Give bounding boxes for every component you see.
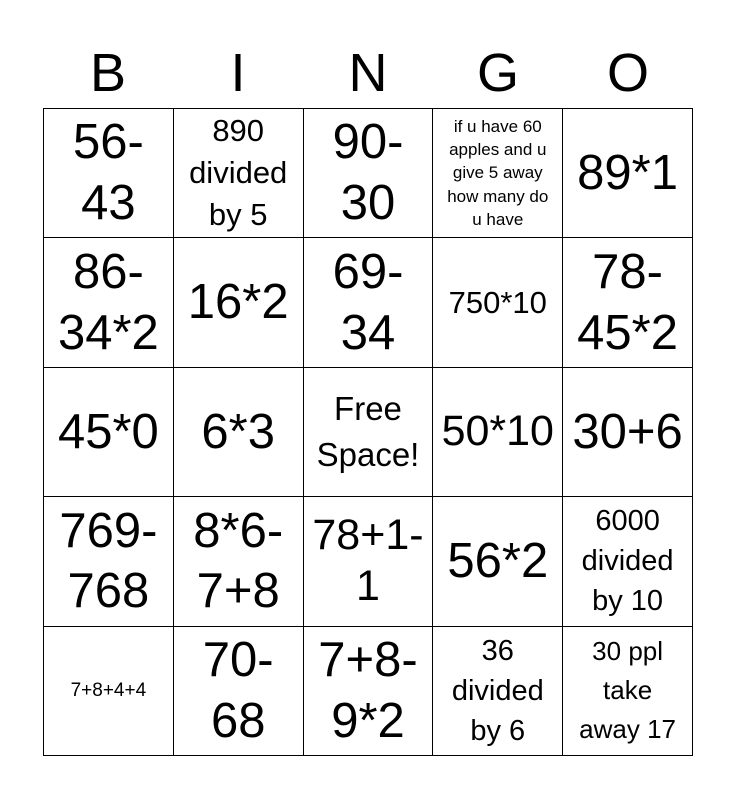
cell-text: 89*1: [577, 145, 678, 200]
header-letter-g: G: [476, 43, 519, 103]
cell-text: 6*3: [201, 404, 275, 459]
free-space-label: Free Space!: [316, 389, 420, 473]
cell-text: 69- 34: [332, 244, 404, 360]
cell-text: 78- 45*2: [577, 244, 678, 360]
cell-text: 36 divided by 6: [451, 634, 544, 747]
bingo-cell-r5-c1[interactable]: [44, 627, 174, 756]
cell-text: 70- 68: [202, 633, 274, 748]
bingo-cell-r5-c4[interactable]: [433, 627, 563, 756]
bingo-cell-r1-c3[interactable]: [304, 109, 434, 238]
bingo-cell-r3-c4[interactable]: [433, 368, 563, 497]
bingo-cell-r2-c5[interactable]: [563, 238, 693, 367]
cell-text: 56*2: [447, 534, 549, 589]
bingo-cell-r1-c4[interactable]: [433, 109, 563, 238]
bingo-cell-r2-c3[interactable]: [304, 238, 434, 367]
cell-text: 6000 divided by 10: [581, 505, 674, 618]
bingo-cell-r4-c4[interactable]: [433, 497, 563, 626]
bingo-board: [43, 108, 693, 756]
header-letter-o: O: [606, 43, 649, 103]
cell-text: 78+1- 1: [312, 510, 424, 611]
bingo-cell-r4-c5[interactable]: [563, 497, 693, 626]
bingo-cell-r4-c3[interactable]: [304, 497, 434, 626]
cell-text: if u have 60 apples and u give 5 away how many do u have: [447, 116, 549, 230]
header-letter-b: B: [89, 43, 127, 103]
bingo-cell-r5-c5[interactable]: [563, 627, 693, 756]
header-letter-n: N: [348, 43, 388, 103]
cell-text: 7+8+4+4: [70, 679, 147, 701]
cell-text: 890 divided by 5: [189, 113, 288, 233]
bingo-cell-r5-c3[interactable]: [304, 627, 434, 756]
bingo-cell-r3-c5[interactable]: [563, 368, 693, 497]
bingo-cell-r2-c1[interactable]: [44, 238, 174, 367]
bingo-cell-r5-c2[interactable]: [174, 627, 304, 756]
bingo-cell-r1-c1[interactable]: [44, 109, 174, 238]
cell-text: 30+6: [572, 404, 683, 459]
cell-text: 50*10: [441, 407, 554, 456]
cell-text: 7+8- 9*2: [318, 633, 418, 748]
bingo-cell-r3-c1[interactable]: [44, 368, 174, 497]
bingo-cell-r1-c5[interactable]: [563, 109, 693, 238]
bingo-cell-r1-c2[interactable]: [174, 109, 304, 238]
bingo-cell-r2-c4[interactable]: [433, 238, 563, 367]
bingo-cell-r4-c1[interactable]: [44, 497, 174, 626]
cell-text: 86- 34*2: [57, 244, 159, 360]
free-space-cell[interactable]: [304, 368, 434, 497]
cell-text: 90- 30: [332, 115, 404, 231]
bingo-cell-r2-c2[interactable]: [174, 238, 304, 367]
cell-text: 8*6- 7+8: [193, 503, 284, 619]
cell-text: 30 ppl take away 17: [579, 636, 677, 745]
bingo-header: [43, 38, 693, 108]
bingo-cell-r3-c2[interactable]: [174, 368, 304, 497]
cell-text: 56- 43: [72, 115, 144, 231]
cell-text: 45*0: [57, 404, 159, 459]
bingo-cell-r4-c2[interactable]: [174, 497, 304, 626]
cell-text: 16*2: [187, 275, 289, 330]
cell-text: 769- 768: [59, 503, 158, 619]
cell-text: 750*10: [448, 284, 547, 320]
header-letter-i: I: [230, 43, 246, 103]
